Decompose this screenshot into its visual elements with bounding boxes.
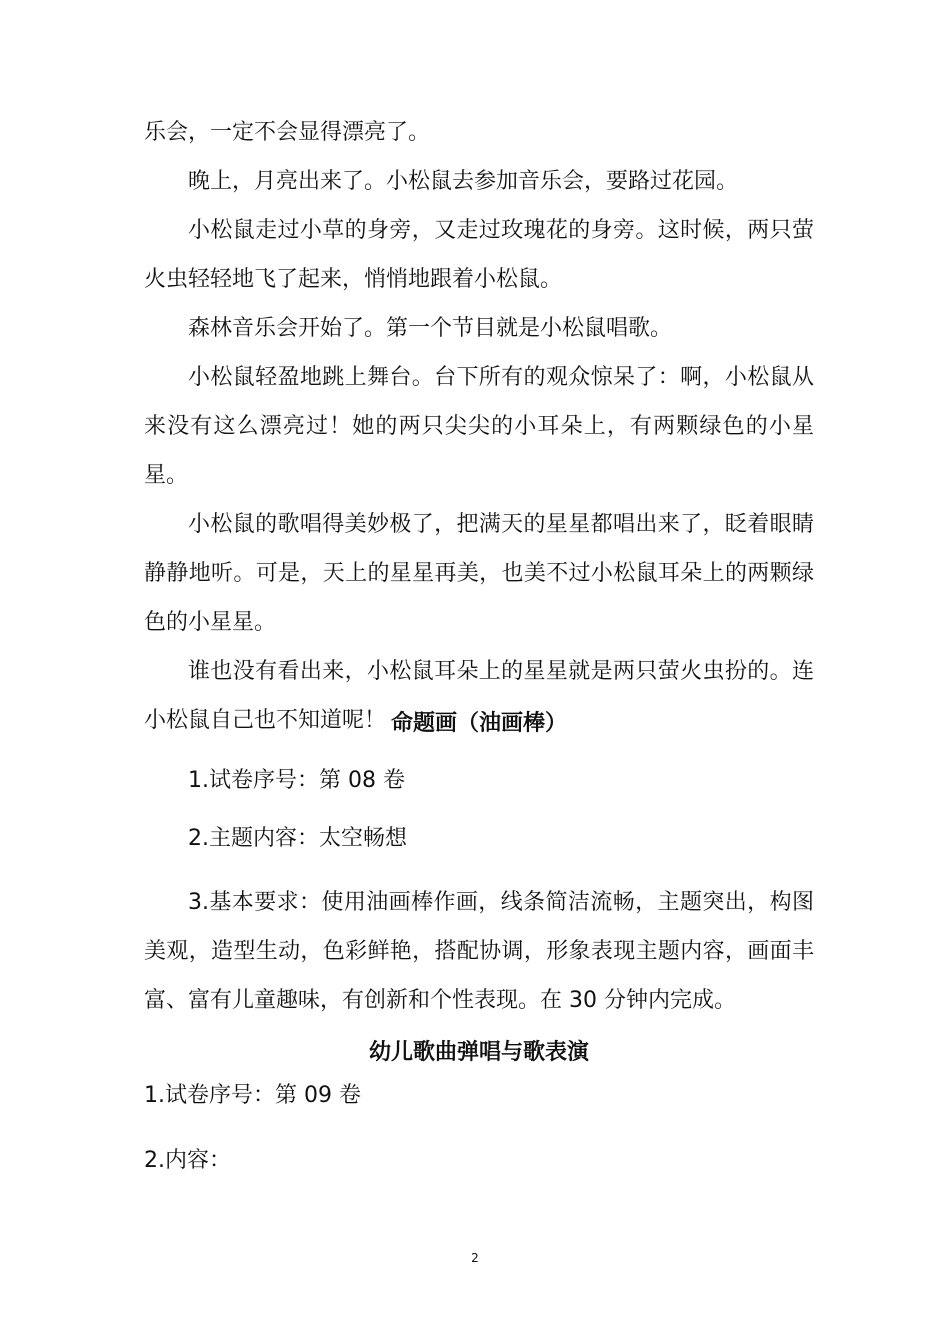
painting-requirements: 3.基本要求：使用油画棒作画，线条简洁流畅，主题突出，构图美观，造型生动，色彩鲜艳，搭配协调，形象表现主题内容，画面丰富、富有儿童趣味，有创新和个性表现。在 30 分钟内完成。 bbox=[144, 890, 814, 1013]
story-paragraph-7: 谁也没有看出来，小松鼠耳朵上的星星就是两只萤火虫扮的。连小松鼠自己也不知道呢！ bbox=[144, 659, 814, 733]
story-paragraph-4: 森林音乐会开始了。第一个节目就是小松鼠唱歌。 bbox=[188, 316, 673, 341]
song-content-label: 2.内容： bbox=[144, 1148, 231, 1173]
story-paragraph-6: 小松鼠的歌唱得美妙极了，把满天的星星都唱出来了，眨着眼睛静静地听。可是，天上的星星再美，也美不过小松鼠耳朵上的两颗绿色的小星星。 bbox=[144, 512, 814, 635]
story-paragraph-5: 小松鼠轻盈地跳上舞台。台下所有的观众惊呆了：啊，小松鼠从来没有这么漂亮过！她的两只尖尖的小耳朵上，有两颗绿色的小星星。 bbox=[144, 365, 814, 488]
painting-section-title: 命题画（油画棒） bbox=[390, 711, 567, 736]
song-paper-number: 1.试卷序号：第 09 卷 bbox=[144, 1083, 361, 1108]
story-paragraph-2: 晚上，月亮出来了。小松鼠去参加音乐会，要路过花园。 bbox=[188, 169, 739, 194]
story-paragraph-1: 乐会，一定不会显得漂亮了。 bbox=[144, 120, 431, 145]
painting-theme: 2.主题内容：太空畅想 bbox=[188, 826, 407, 851]
painting-paper-number: 1.试卷序号：第 08 卷 bbox=[188, 768, 405, 793]
story-paragraph-3: 小松鼠走过小草的身旁，又走过玫瑰花的身旁。这时候，两只萤火虫轻轻地飞了起来，悄悄地跟着小松鼠。 bbox=[144, 218, 814, 292]
story-text bbox=[144, 108, 814, 745]
song-section-title: 幼儿歌曲弹唱与歌表演 bbox=[368, 1040, 589, 1065]
page-number: 2 bbox=[471, 1251, 479, 1265]
